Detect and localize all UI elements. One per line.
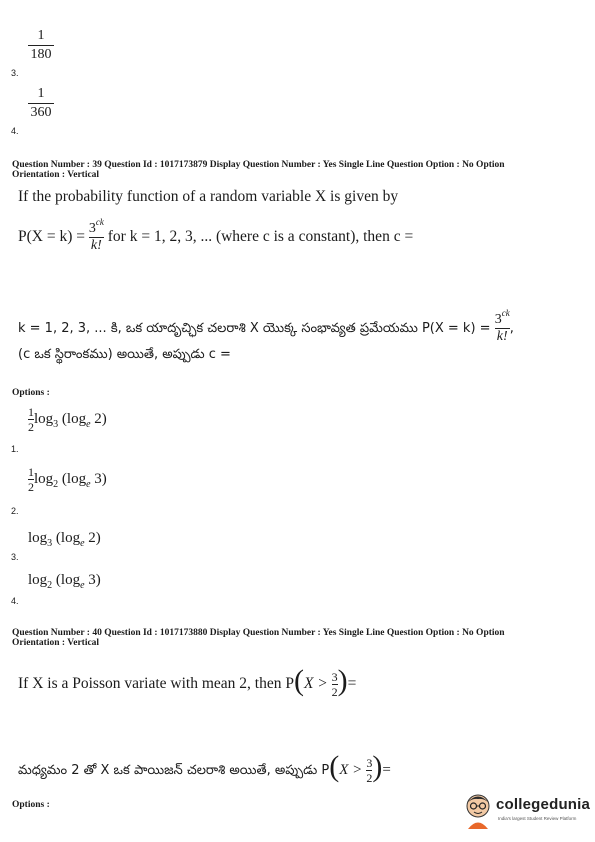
- q39-telugu-fraction: [494, 308, 510, 344]
- q39-formula: [18, 217, 414, 253]
- q39-formula-num-exp: ck: [95, 217, 104, 227]
- q39-question-text-telugu-line2: (c ఒక స్థిరాంకము) అయితే, అప్పుడు c =: [18, 347, 231, 362]
- q39-formula-num-base: 3: [88, 221, 96, 236]
- q40-meta: [12, 628, 505, 648]
- brand-tagline: India's largest Student Review Platform: [498, 816, 577, 821]
- fraction-bar: [28, 103, 54, 104]
- q39-option-4: $\log_2 (\log_e$ 3): [28, 572, 101, 591]
- brand-name: collegedunia: [496, 796, 591, 813]
- q40-question-text-telugu: మధ్యమం 2 తో X ఒక పాయిజన్ చలరాశి అయితే, అప్పుడు $P(X > \frac{3}{2})=$: [18, 750, 391, 785]
- q39-telugu-num-base: 3: [494, 312, 502, 327]
- prev-option-4-number: 4.: [11, 126, 19, 136]
- q39-option-3-number: 3.: [11, 552, 19, 562]
- q39-meta-line1: Question Number : 39 Question Id : 1017173879 Display Question Number : Yes Single Line Question Option : No Option: [12, 160, 505, 170]
- q40-paren-var: X >: [303, 675, 328, 692]
- q39-option-3: $\log_3 (\log_e$ 2): [28, 530, 101, 549]
- q40-equals: =: [347, 675, 357, 692]
- prev-option-4-numerator: 1: [37, 86, 45, 101]
- q40-telugu-text: మధ్యమం 2 తో X ఒక పాయిజన్ చలరాశి అయితే, అప్పుడు P: [18, 763, 330, 778]
- q40-meta-line2: Orientation : Vertical: [12, 638, 100, 648]
- q40-telugu-paren-var: X >: [339, 762, 363, 778]
- prev-option-3-number: 3.: [11, 68, 19, 78]
- q39-options-label: Options :: [12, 388, 50, 398]
- prev-option-4-fraction: [28, 86, 54, 121]
- q39-option-2-number: 2.: [11, 506, 19, 516]
- q39-telugu-num-exp: ck: [501, 308, 510, 318]
- q40-telugu-fraction: $\frac{3}{2}$: [366, 756, 373, 785]
- q40-text-en: If X is a Poisson variate with mean 2, then P: [18, 675, 294, 692]
- collegedunia-logo: [462, 792, 590, 832]
- prev-option-3-denominator: 180: [30, 47, 52, 62]
- q40-meta-line1: Question Number : 40 Question Id : 1017173880 Display Question Number : Yes Single Line Question Option : No Option: [12, 628, 505, 638]
- q39-telugu-line1-end: ,: [509, 321, 514, 336]
- q40-options-label: Options :: [12, 800, 50, 810]
- q39-option-1-number: 1.: [11, 444, 19, 454]
- q39-meta-line2: Orientation : Vertical: [12, 170, 100, 180]
- prev-option-4-denominator: 360: [30, 105, 52, 120]
- fraction-bar: [28, 45, 54, 46]
- q39-formula-rest: for k = 1, 2, 3, ... (where c is a constant), then c =: [107, 228, 414, 246]
- q39-option-4-number: 4.: [11, 596, 19, 606]
- q40-telugu-equals: =: [382, 762, 391, 778]
- q39-option-1-coef: $\frac{1}{2}$: [28, 405, 34, 434]
- q39-telugu-den: k!: [496, 329, 508, 344]
- q39-meta: [12, 160, 505, 180]
- q39-formula-lhs: P(X = k) =: [18, 228, 85, 246]
- q39-option-2-coef: $\frac{1}{2}$: [28, 465, 34, 494]
- mascot-icon: [462, 792, 494, 830]
- q39-question-text-telugu-line1: [18, 308, 514, 344]
- q39-formula-den: k!: [90, 238, 102, 253]
- prev-option-3-fraction: [28, 28, 54, 63]
- q39-telugu-line1-start: k = 1, 2, 3, ... కి, ఒక యాదృచ్ఛిక చలరాశి X యొక్క సంభావ్యత ప్రమేయము P(X = k) =: [18, 321, 491, 336]
- prev-option-3-numerator: 1: [37, 28, 45, 43]
- q39-question-text-english: If the probability function of a random variable X is given by: [18, 188, 399, 205]
- q39-option-1: $\frac{1}{2}\log_3$ ($\log_e$ 2): [28, 405, 107, 434]
- q39-option-2: $\frac{1}{2}\log_2$ ($\log_e$ 3): [28, 465, 107, 494]
- q39-formula-fraction: [88, 217, 104, 253]
- q40-question-text-english: If X is a Poisson variate with mean 2, then $P(X > \frac{3}{2})=$: [18, 664, 357, 699]
- q40-fraction: $\frac{3}{2}$: [331, 669, 338, 699]
